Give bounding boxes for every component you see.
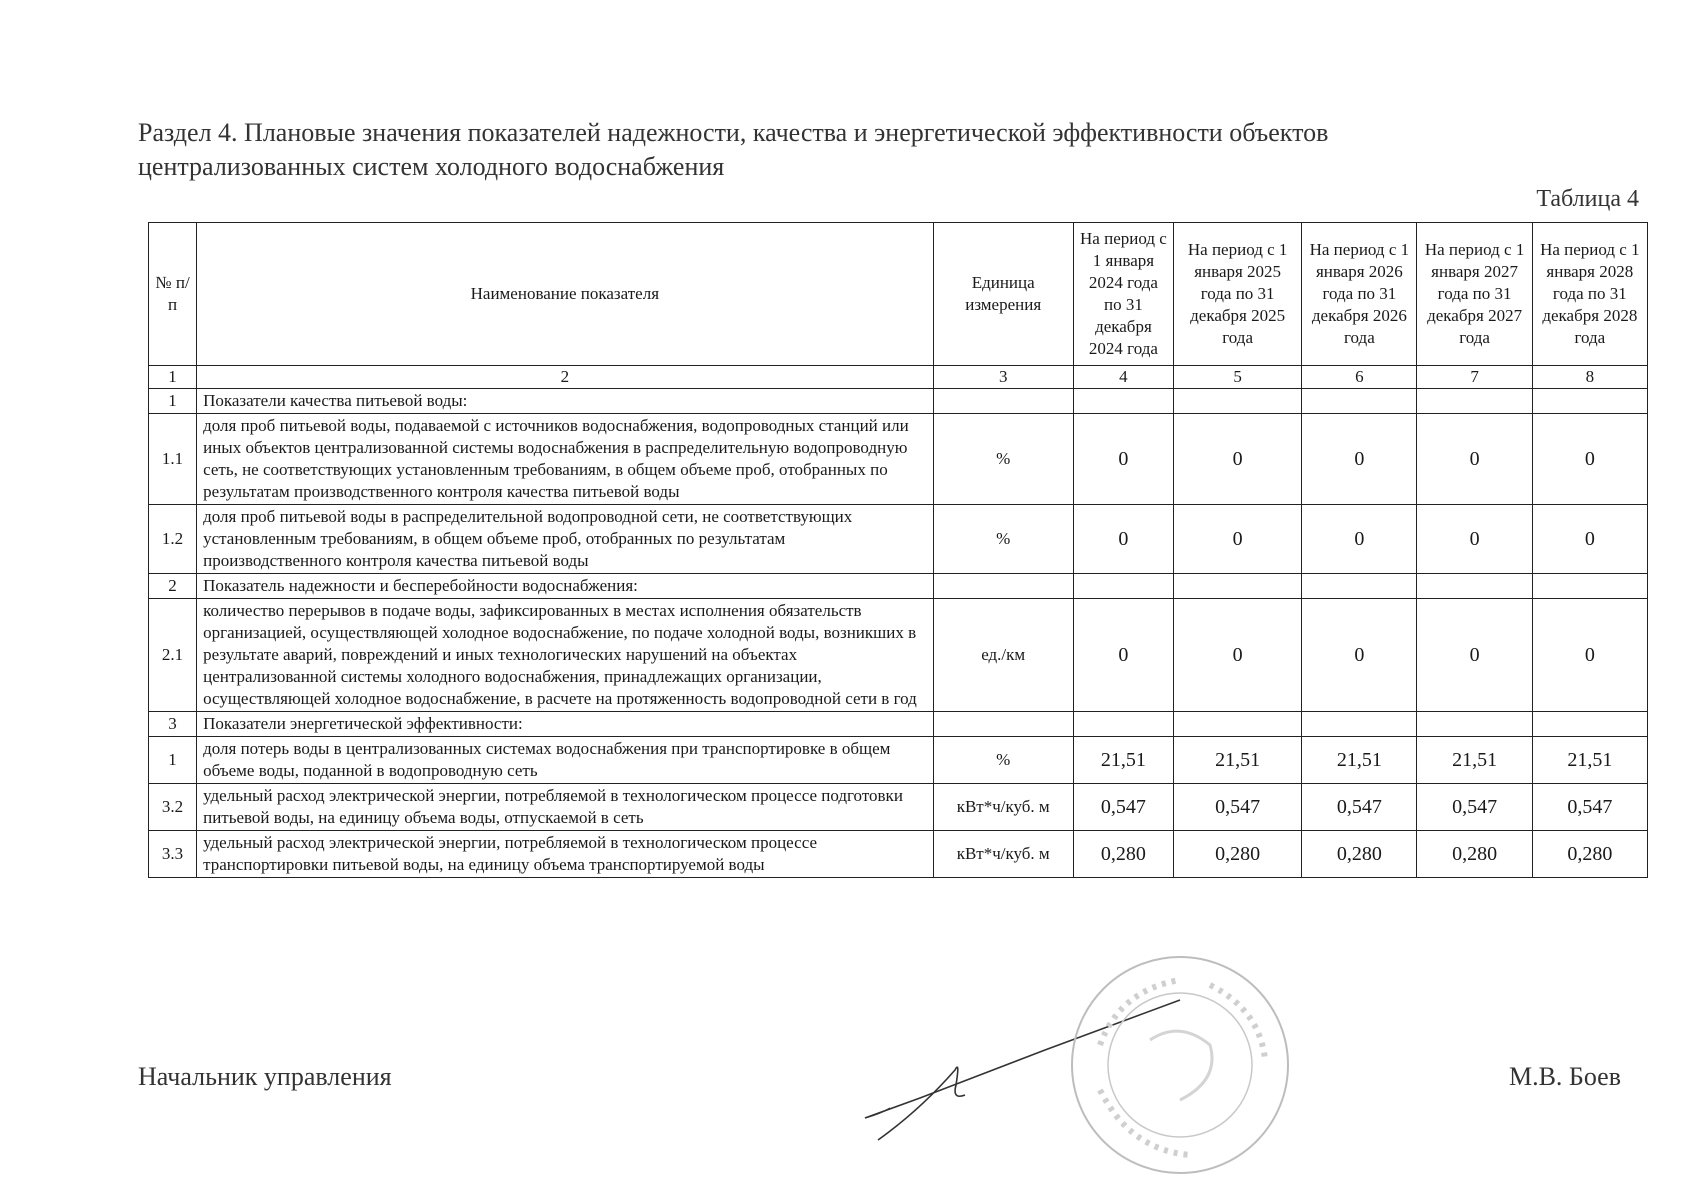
value-cell: 0,547 xyxy=(1417,784,1532,831)
section-title: Раздел 4. Плановые значения показателей надежности, качества и энергетической эффективности объектов централизованных систем холодного водоснабжения xyxy=(138,118,1329,181)
value-cell: 0,280 xyxy=(1174,831,1302,878)
value-cell: 0 xyxy=(1532,414,1647,505)
header-num: № п/п xyxy=(149,223,197,366)
row-number: 1 xyxy=(149,389,197,414)
row-number: 2.1 xyxy=(149,599,197,712)
value-cell: 0 xyxy=(1302,599,1417,712)
unit-cell: % xyxy=(933,414,1073,505)
value-cell: 0 xyxy=(1417,505,1532,574)
value-cell xyxy=(1073,712,1173,737)
value-cell: 0 xyxy=(1073,599,1173,712)
column-index: 3 xyxy=(933,366,1073,389)
value-cell xyxy=(1302,389,1417,414)
value-cell xyxy=(1174,389,1302,414)
header-period-2026: На период с 1 января 2026 года по 31 декабря 2026 года xyxy=(1302,223,1417,366)
value-cell: 0 xyxy=(1302,505,1417,574)
indicator-name: доля проб питьевой воды в распределительной водопроводной сети, не соответствующих установленным требованиям, в общем объеме проб, отобранных по результатам производственного контроля качества питьевой воды xyxy=(197,505,933,574)
table-row xyxy=(149,389,1648,414)
unit-cell xyxy=(933,389,1073,414)
table-row xyxy=(149,574,1648,599)
value-cell xyxy=(1073,389,1173,414)
value-cell: 0,280 xyxy=(1302,831,1417,878)
value-cell: 21,51 xyxy=(1073,737,1173,784)
value-cell: 0 xyxy=(1302,414,1417,505)
value-cell xyxy=(1417,574,1532,599)
value-cell: 21,51 xyxy=(1302,737,1417,784)
table-row xyxy=(149,784,1648,831)
value-cell: 0 xyxy=(1073,505,1173,574)
header-name: Наименование показателя xyxy=(197,223,933,366)
indicator-name: удельный расход электрической энергии, потребляемой в технологическом процессе транспортировки питьевой воды, на единицу объема транспортируемой воды xyxy=(197,831,933,878)
column-index: 8 xyxy=(1532,366,1647,389)
value-cell: 21,51 xyxy=(1417,737,1532,784)
column-index: 2 xyxy=(197,366,933,389)
indicator-name: Показатели качества питьевой воды: xyxy=(197,389,933,414)
value-cell: 0 xyxy=(1174,414,1302,505)
indicator-name: удельный расход электрической энергии, потребляемой в технологическом процессе подготовки питьевой воды, на единицу объема воды, отпускаемой в сеть xyxy=(197,784,933,831)
indicator-name: доля проб питьевой воды, подаваемой с источников водоснабжения, водопроводных станций или иных объектов централизованной системы водоснабжения в распределительную водопроводную сеть, не соответствующих установленным требованиям, в общем объеме проб, отобранных по результатам производственного контроля качества питьевой воды xyxy=(197,414,933,505)
value-cell xyxy=(1174,712,1302,737)
value-cell: 0 xyxy=(1417,414,1532,505)
table-label: Таблица 4 xyxy=(1536,186,1639,212)
indicators-table xyxy=(148,222,1648,878)
value-cell: 0 xyxy=(1073,414,1173,505)
unit-cell: % xyxy=(933,505,1073,574)
value-cell: 0,547 xyxy=(1073,784,1173,831)
stamp-icon xyxy=(1060,950,1300,1180)
row-number: 3 xyxy=(149,712,197,737)
unit-cell xyxy=(933,574,1073,599)
header-period-2024: На период с 1 января 2024 года по 31 декабря 2024 года xyxy=(1073,223,1173,366)
value-cell: 0,547 xyxy=(1532,784,1647,831)
value-cell xyxy=(1532,712,1647,737)
value-cell: 0 xyxy=(1532,599,1647,712)
header-period-2028: На период с 1 января 2028 года по 31 декабря 2028 года xyxy=(1532,223,1647,366)
table-row xyxy=(149,737,1648,784)
table-row xyxy=(149,712,1648,737)
value-cell xyxy=(1417,389,1532,414)
signatory-position: Начальник управления xyxy=(138,1062,392,1091)
value-cell: 0 xyxy=(1417,599,1532,712)
value-cell: 21,51 xyxy=(1532,737,1647,784)
unit-cell: % xyxy=(933,737,1073,784)
column-index: 4 xyxy=(1073,366,1173,389)
row-number: 2 xyxy=(149,574,197,599)
row-number: 1 xyxy=(149,737,197,784)
column-index-row xyxy=(149,366,1648,389)
value-cell: 0,547 xyxy=(1302,784,1417,831)
value-cell xyxy=(1417,712,1532,737)
value-cell xyxy=(1302,574,1417,599)
value-cell: 21,51 xyxy=(1174,737,1302,784)
value-cell xyxy=(1073,574,1173,599)
signatory-name: М.В. Боев xyxy=(1508,1062,1621,1091)
value-cell xyxy=(1174,574,1302,599)
unit-cell: кВт*ч/куб. м xyxy=(933,831,1073,878)
value-cell: 0 xyxy=(1174,505,1302,574)
row-number: 1.1 xyxy=(149,414,197,505)
header-row xyxy=(149,223,1648,366)
indicator-name: Показатели энергетической эффективности: xyxy=(197,712,933,737)
row-number: 3.2 xyxy=(149,784,197,831)
indicator-name: доля потерь воды в централизованных системах водоснабжения при транспортировке в общем объеме воды, поданной в водопроводную сеть xyxy=(197,737,933,784)
value-cell: 0 xyxy=(1174,599,1302,712)
unit-cell: ед./км xyxy=(933,599,1073,712)
value-cell: 0,280 xyxy=(1073,831,1173,878)
value-cell xyxy=(1532,389,1647,414)
row-number: 1.2 xyxy=(149,505,197,574)
value-cell xyxy=(1302,712,1417,737)
table-row xyxy=(149,414,1648,505)
column-index: 5 xyxy=(1174,366,1302,389)
value-cell xyxy=(1532,574,1647,599)
header-unit: Единица измерения xyxy=(933,223,1073,366)
indicator-name: количество перерывов в подаче воды, зафиксированных в местах исполнения обязательств организацией, осуществляющей холодное водоснабжение, по подаче холодной воды, возникших в результате аварий, повреждений и иных технологических нарушений на объектах централизованной системы холодного водоснабжения, принадлежащих организации, осуществляющей холодное водоснабжение, в расчете на протяженность водопроводной сети в год xyxy=(197,599,933,712)
column-index: 1 xyxy=(149,366,197,389)
value-cell: 0,547 xyxy=(1174,784,1302,831)
header-period-2025: На период с 1 января 2025 года по 31 декабря 2025 года xyxy=(1174,223,1302,366)
value-cell: 0 xyxy=(1532,505,1647,574)
indicator-name: Показатель надежности и бесперебойности водоснабжения: xyxy=(197,574,933,599)
table-row xyxy=(149,831,1648,878)
value-cell: 0,280 xyxy=(1532,831,1647,878)
column-index: 7 xyxy=(1417,366,1532,389)
unit-cell xyxy=(933,712,1073,737)
header-period-2027: На период с 1 января 2027 года по 31 декабря 2027 года xyxy=(1417,223,1532,366)
table-row xyxy=(149,599,1648,712)
unit-cell: кВт*ч/куб. м xyxy=(933,784,1073,831)
table-row xyxy=(149,505,1648,574)
column-index: 6 xyxy=(1302,366,1417,389)
value-cell: 0,280 xyxy=(1417,831,1532,878)
row-number: 3.3 xyxy=(149,831,197,878)
